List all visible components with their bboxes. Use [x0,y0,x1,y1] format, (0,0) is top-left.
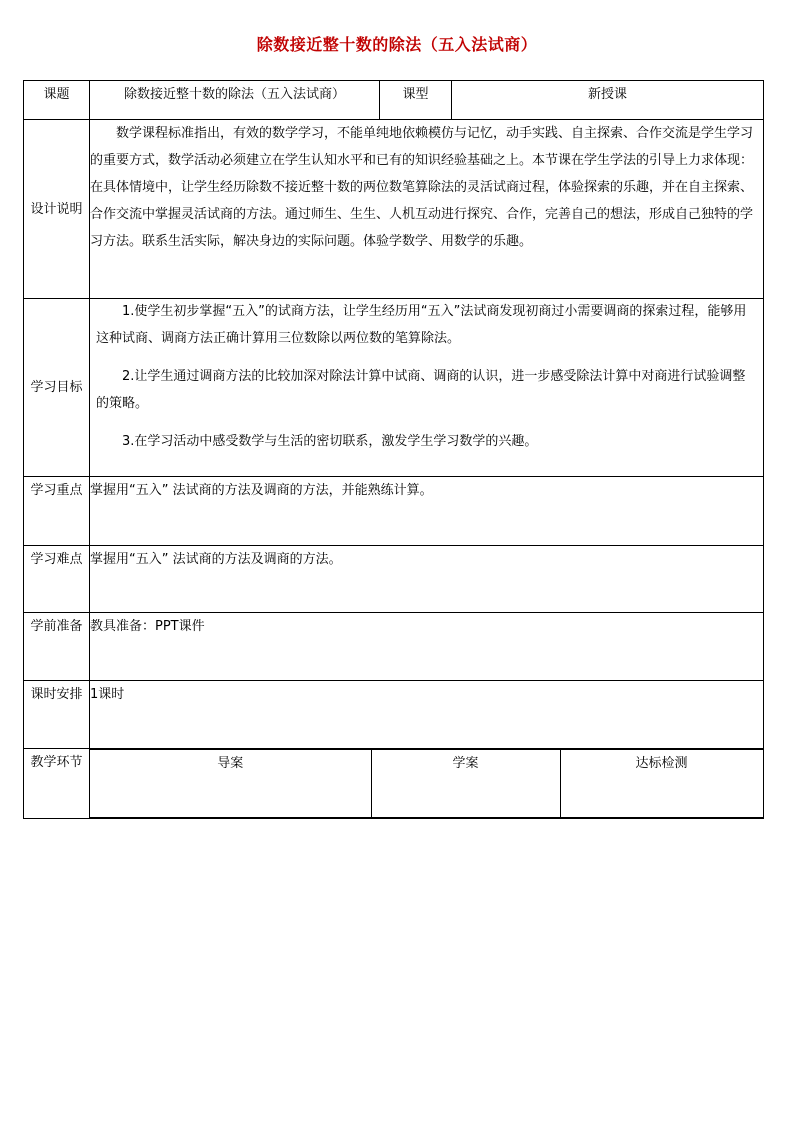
stage-guide: 导案 [90,750,371,818]
label-difficulty: 学习难点 [24,546,90,613]
stages-subtable [90,749,764,818]
difficulty-text: 掌握用“五入” 法试商的方法及调商的方法。 [90,546,764,613]
label-time: 课时安排 [24,681,90,749]
stage-assessment: 达标检测 [560,750,763,818]
row-difficulty [24,546,764,613]
key-points-text: 掌握用“五入” 法试商的方法及调商的方法，并能熟练计算。 [90,477,764,546]
goal-item-1: 1.使学生初步掌握“五入”的试商方法，让学生经历用“五入”法试商发现初商过小需要调商的探索过程，能够用这种试商、调商方法正确计算用三位数除以两位数的笔算除法。 [96,304,747,346]
goal-item-2: 2.让学生通过调商方法的比较加深对除法计算中试商、调商的认识，进一步感受除法计算中对商进行试验调整的策略。 [96,369,746,411]
label-preparation: 学前准备 [24,613,90,681]
label-goals: 学习目标 [24,299,90,477]
row-preparation [24,613,764,681]
lesson-type-value: 新授课 [452,81,764,120]
lesson-plan-table [23,80,764,819]
row-stages [24,749,764,819]
time-text: 1课时 [90,681,764,749]
label-topic: 课题 [24,81,90,120]
goal-item-3: 3.在学习活动中感受数学与生活的密切联系，激发学生学习数学的兴趣。 [122,434,538,449]
document-title: 除数接近整十数的除法（五入法试商） [256,35,538,54]
row-design [24,120,764,299]
row-goals [24,299,764,477]
row-key-points [24,477,764,546]
row-time [24,681,764,749]
topic-value: 除数接近整十数的除法（五入法试商） [90,81,380,120]
stage-study: 学案 [371,750,560,818]
design-text: 数学课程标准指出，有效的数学学习，不能单纯地依赖模仿与记忆，动手实践、自主探索、合作交流是学生学习的重要方式，数学活动必须建立在学生认知水平和已有的知识经验基础之上。本节课在学生学法的引导上力求体现：在具体情境中，让学生经历除数不接近整十数的两位数笔算除法的灵活试商过程，体验探索的乐趣，并在自主探索、合作交流中掌握灵活试商的方法。通过师生、生生、人机互动进行探究、合作，完善自己的想法，形成自己独特的学习方法。联系生活实际，解决身边的实际问题。体验学数学、用数学的乐趣。 [90,120,764,299]
preparation-text: 教具准备：PPT课件 [90,613,764,681]
label-stages: 教学环节 [24,749,90,819]
label-design: 设计说明 [24,120,90,299]
label-key-points: 学习重点 [24,477,90,546]
label-lesson-type: 课型 [380,81,452,120]
row-topic [24,81,764,120]
